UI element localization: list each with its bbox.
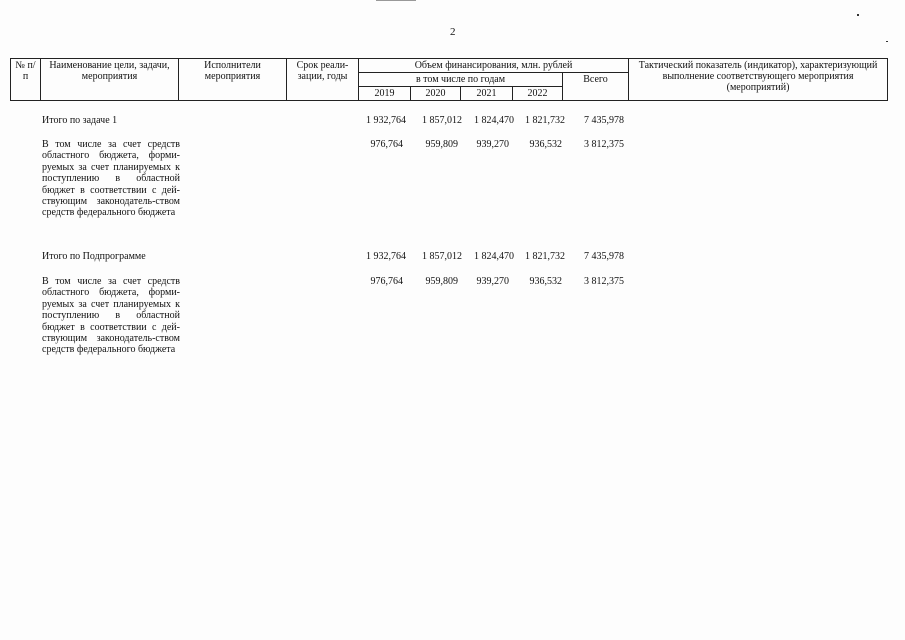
scan-speck xyxy=(376,0,416,1)
col-number-header: № п/п xyxy=(11,59,41,101)
year-header: 2020 xyxy=(411,87,461,101)
row-value-2019: 1 932,764 xyxy=(366,115,406,126)
row-total: 7 435,978 xyxy=(584,251,624,262)
row-value-2019: 1 932,764 xyxy=(366,251,406,262)
row-label: В том числе за счет средств областного бюджета, форми-руемых за счет планируемых к поступлению в областной бюджет в соответствии с дей-ствующим законодатель-ством средств федерального бюджета xyxy=(42,276,180,356)
row-value-2021: 939,270 xyxy=(476,139,509,150)
row-value-2021: 939,270 xyxy=(476,276,509,287)
row-total: 3 812,375 xyxy=(584,276,624,287)
row-value-2021: 1 824,470 xyxy=(474,115,514,126)
col-name-header: Наименование цели, задачи, мероприятия xyxy=(41,59,179,101)
col-executors-header: Исполнители мероприятия xyxy=(179,59,287,101)
row-label: Итого по Подпрограмме xyxy=(42,251,146,262)
scan-speck xyxy=(886,41,888,42)
col-indicator-header: Тактический показатель (индикатор), характеризующий выполнение соответствующего мероприятия (мероприятий) xyxy=(629,59,888,101)
year-header: 2019 xyxy=(359,87,411,101)
year-header: 2021 xyxy=(461,87,513,101)
row-value-2022: 1 821,732 xyxy=(525,115,565,126)
row-value-2020: 1 857,012 xyxy=(422,115,462,126)
year-header: 2022 xyxy=(513,87,563,101)
row-value-2022: 936,532 xyxy=(529,276,562,287)
row-label: Итого по задаче 1 xyxy=(42,115,118,126)
row-value-2020: 959,809 xyxy=(425,276,458,287)
row-value-2019: 976,764 xyxy=(370,139,403,150)
col-by-years-header: в том числе по годам xyxy=(359,73,563,87)
row-value-2022: 1 821,732 xyxy=(525,251,565,262)
funding-table-header xyxy=(10,58,888,101)
scan-speck xyxy=(857,14,859,16)
row-total: 3 812,375 xyxy=(584,139,624,150)
col-term-header: Срок реали-зации, годы xyxy=(287,59,359,101)
row-total: 7 435,978 xyxy=(584,115,624,126)
row-label: В том числе за счет средств областного бюджета, форми-руемых за счет планируемых к поступлению в областной бюджет в соответствии с дей-ствующим законодатель-ством средств федерального бюджета xyxy=(42,139,180,219)
row-value-2020: 959,809 xyxy=(425,139,458,150)
col-funding-header: Объем финансирования, млн. рублей xyxy=(359,59,629,73)
row-value-2019: 976,764 xyxy=(370,276,403,287)
row-value-2021: 1 824,470 xyxy=(474,251,514,262)
col-total-header: Всего xyxy=(563,73,629,101)
row-value-2020: 1 857,012 xyxy=(422,251,462,262)
row-value-2022: 936,532 xyxy=(529,139,562,150)
page-number: 2 xyxy=(450,26,456,38)
